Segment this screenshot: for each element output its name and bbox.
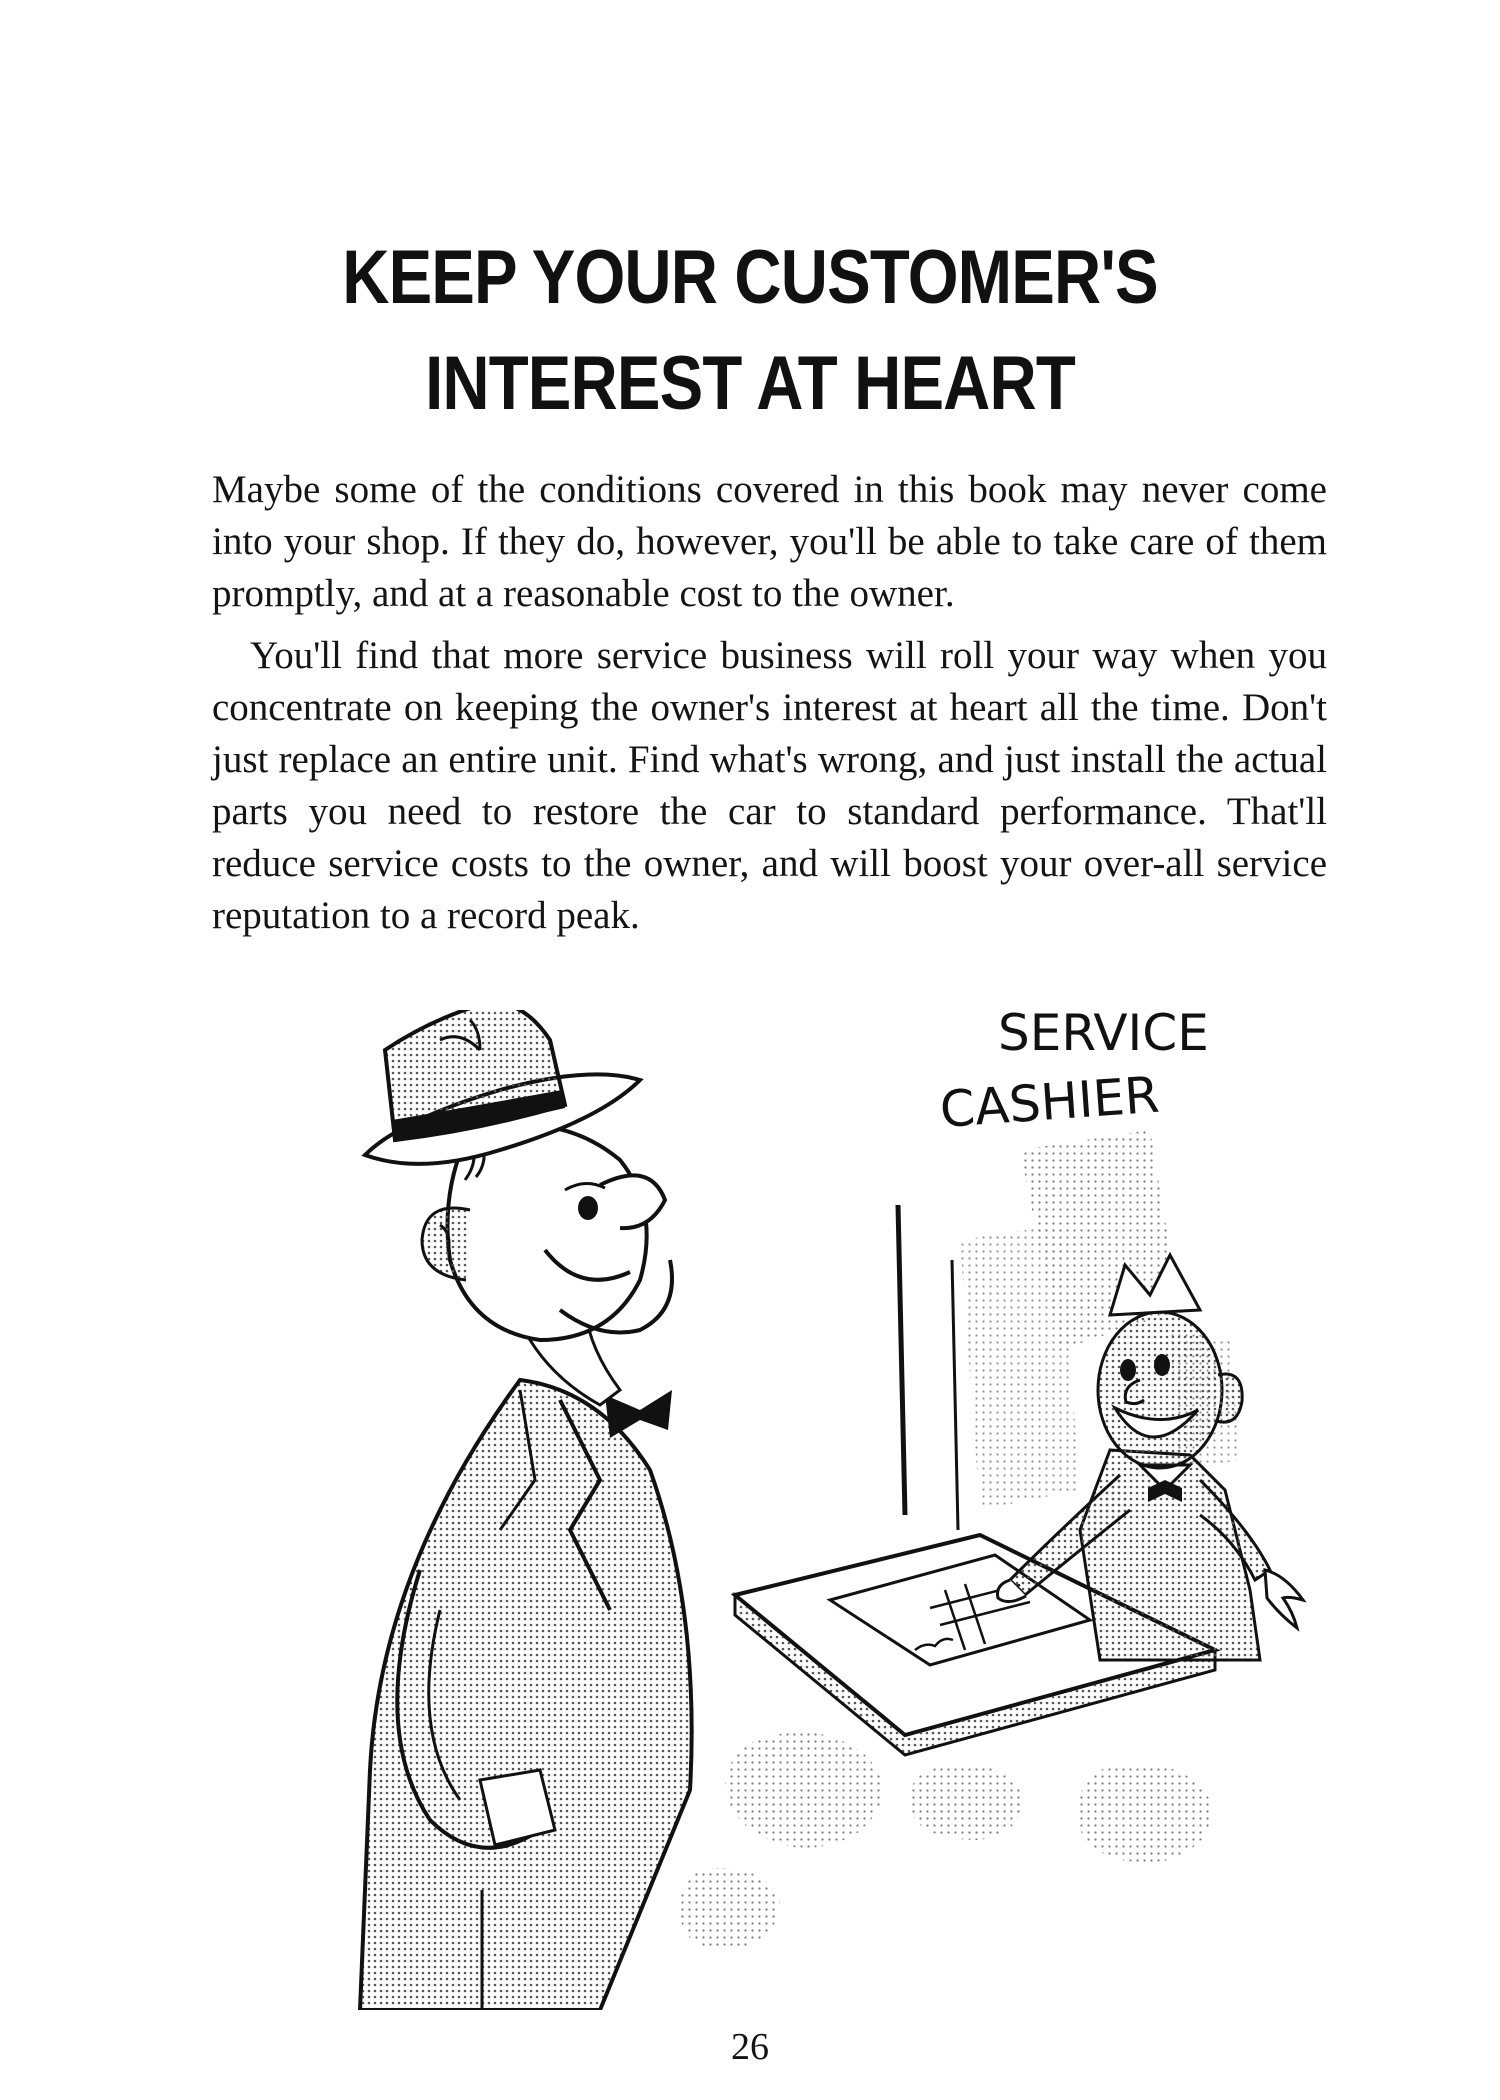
sign-text-service: SERVICE <box>998 1010 1209 1062</box>
floor-shadows <box>680 1732 1212 1950</box>
body-text <box>212 464 1327 942</box>
paragraph-2: You'll find that more service business will roll your way when you concentrate on keeping the owner's interest at heart all the time. Don't just replace an entire unit. Find what's wrong, and just install the actual parts you need to restore the car to standard performance. That'll reduce service costs to the owner, and will boost your over-all service reputation to a record peak. <box>212 634 1327 937</box>
title-line-1: KEEP YOUR CUSTOMER'S <box>342 235 1158 320</box>
page-title <box>105 225 1395 437</box>
page-number: 26 <box>731 2026 769 2068</box>
cashier-window <box>898 1205 958 1530</box>
paragraph-1: Maybe some of the conditions covered in this book may never come into your shop. If they do, however, you'll be able to take care of them promptly, and at a reasonable cost to the owner. <box>212 468 1327 615</box>
title-line-2: INTEREST AT HEART <box>425 341 1075 426</box>
sign-text-cashier: CASHIER <box>938 1065 1162 1139</box>
customer-figure <box>360 1010 692 2010</box>
cartoon-illustration <box>0 1010 1500 2010</box>
